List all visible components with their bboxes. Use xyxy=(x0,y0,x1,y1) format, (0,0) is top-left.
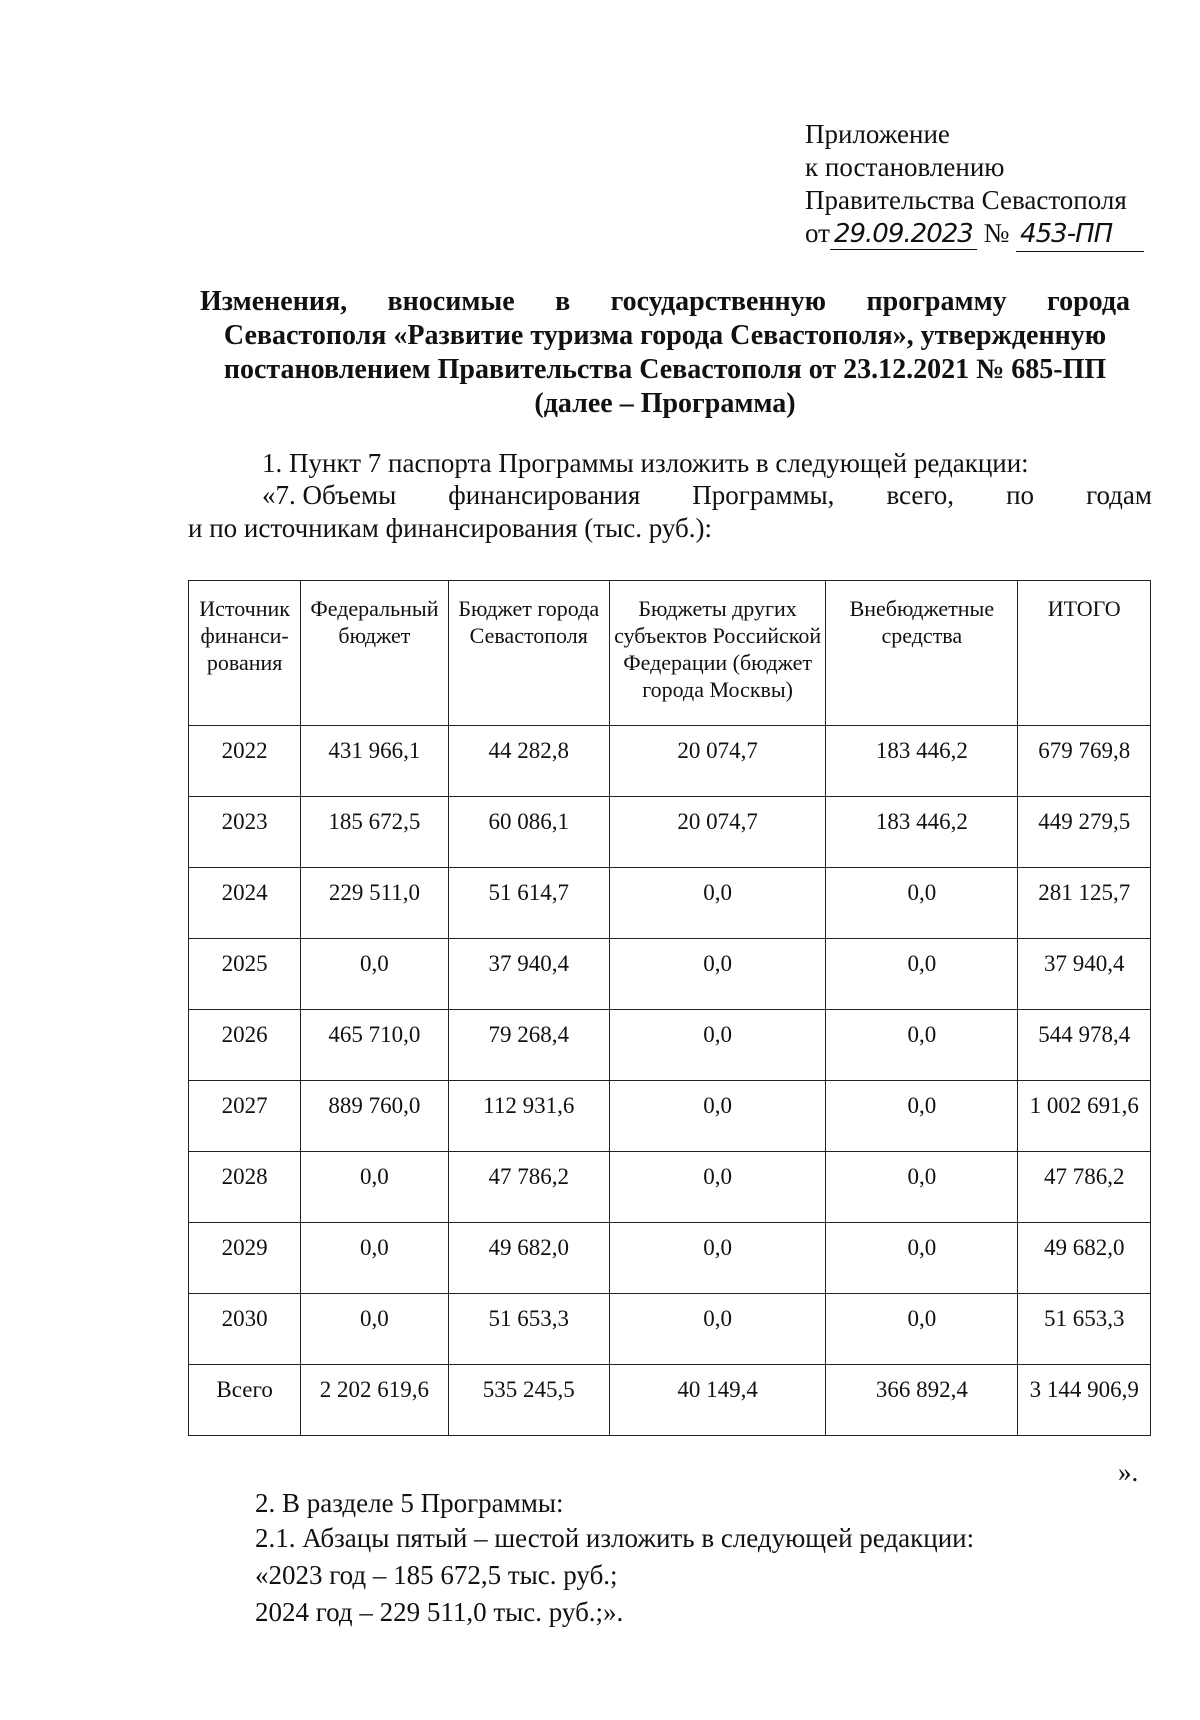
table-cell: 47 786,2 xyxy=(1018,1152,1151,1223)
table-cell: 40 149,4 xyxy=(609,1365,825,1436)
table-cell: 0,0 xyxy=(826,1081,1018,1152)
table-cell: 0,0 xyxy=(301,1152,448,1223)
appendix-line-3: Правительства Севастополя xyxy=(805,185,1127,215)
table-row xyxy=(189,1365,1151,1436)
table-cell: 183 446,2 xyxy=(826,726,1018,797)
table-cell: 679 769,8 xyxy=(1018,726,1151,797)
table-cell: 185 672,5 xyxy=(301,797,448,868)
appendix-line-2: к постановлению xyxy=(805,152,1005,182)
table-cell: 60 086,1 xyxy=(448,797,609,868)
table-cell: 2 202 619,6 xyxy=(301,1365,448,1436)
table-cell: 0,0 xyxy=(826,1010,1018,1081)
paragraph-7: 2024 год – 229 511,0 тыс. руб.;». xyxy=(255,1597,624,1627)
table-cell: 0,0 xyxy=(826,868,1018,939)
table-cell: 281 125,7 xyxy=(1018,868,1151,939)
table-cell: 2024 xyxy=(189,868,301,939)
table-cell: 112 931,6 xyxy=(448,1081,609,1152)
table-cell: 0,0 xyxy=(609,939,825,1010)
closing-quote: ». xyxy=(1118,1457,1139,1487)
number-prefix: № xyxy=(983,218,1010,248)
table-cell: 0,0 xyxy=(301,1294,448,1365)
table-cell: 3 144 906,9 xyxy=(1018,1365,1151,1436)
table-cell: 2028 xyxy=(189,1152,301,1223)
table-cell: 51 653,3 xyxy=(1018,1294,1151,1365)
table-cell: 535 245,5 xyxy=(448,1365,609,1436)
header-city-budget: Бюджет города Севастополя xyxy=(448,581,609,726)
table-cell: 2030 xyxy=(189,1294,301,1365)
table-row xyxy=(189,1223,1151,1294)
table-body xyxy=(189,726,1151,1436)
table-cell: 49 682,0 xyxy=(1018,1223,1151,1294)
table-cell: 183 446,2 xyxy=(826,797,1018,868)
table-row xyxy=(189,1081,1151,1152)
date-prefix: от xyxy=(805,218,830,248)
table-cell: 0,0 xyxy=(301,939,448,1010)
table-row xyxy=(189,1294,1151,1365)
table-cell: 2026 xyxy=(189,1010,301,1081)
table-cell: 37 940,4 xyxy=(1018,939,1151,1010)
table-cell: 431 966,1 xyxy=(301,726,448,797)
table-cell: 20 074,7 xyxy=(609,797,825,868)
table-cell: 0,0 xyxy=(826,939,1018,1010)
table-header-row xyxy=(189,581,1151,726)
table-cell: 449 279,5 xyxy=(1018,797,1151,868)
table-cell: 2027 xyxy=(189,1081,301,1152)
header-total: ИТОГО xyxy=(1018,581,1151,726)
table-cell: 0,0 xyxy=(609,1223,825,1294)
table-cell: 229 511,0 xyxy=(301,868,448,939)
table-row xyxy=(189,726,1151,797)
table-cell: 44 282,8 xyxy=(448,726,609,797)
paragraph-3: и по источникам финансирования (тыс. руб.): xyxy=(188,513,712,543)
appendix-line-1: Приложение xyxy=(805,119,950,149)
table-cell: 889 760,0 xyxy=(301,1081,448,1152)
table-cell: 0,0 xyxy=(609,1010,825,1081)
title-line-3: постановлением Правительства Севастополя от 23.12.2021 № 685-ПП xyxy=(223,354,1107,385)
table-row xyxy=(189,1152,1151,1223)
header-source: Источник финанси-рования xyxy=(189,581,301,726)
paragraph-5: 2.1. Абзацы пятый – шестой изложить в следующей редакции: xyxy=(255,1523,975,1553)
paragraph-1: 1. Пункт 7 паспорта Программы изложить в следующей редакции: xyxy=(262,448,1029,478)
table-cell: 47 786,2 xyxy=(448,1152,609,1223)
financing-table xyxy=(188,580,1151,1436)
table-cell: 51 653,3 xyxy=(448,1294,609,1365)
table-row xyxy=(189,797,1151,868)
header-extrabudgetary: Внебюджетные средства xyxy=(826,581,1018,726)
table-row xyxy=(189,868,1151,939)
table-cell: 0,0 xyxy=(609,1294,825,1365)
table-cell: 366 892,4 xyxy=(826,1365,1018,1436)
table-cell: 37 940,4 xyxy=(448,939,609,1010)
table-cell: Всего xyxy=(189,1365,301,1436)
table-cell: 544 978,4 xyxy=(1018,1010,1151,1081)
paragraph-2: «7. Объемы финансирования Программы, всего, по годам xyxy=(262,480,1152,510)
appendix-block xyxy=(805,118,1144,252)
table-cell: 79 268,4 xyxy=(448,1010,609,1081)
table-row xyxy=(189,939,1151,1010)
table-cell: 0,0 xyxy=(826,1294,1018,1365)
table-cell: 2022 xyxy=(189,726,301,797)
handwritten-date: 29.09.2023 xyxy=(830,219,977,250)
title-line-2: Севастополя «Развитие туризма города Севастополя», утвержденную xyxy=(223,320,1107,351)
title-line-1: Изменения, вносимые в государственную программу города xyxy=(200,286,1130,317)
table-cell: 51 614,7 xyxy=(448,868,609,939)
header-federal: Федеральный бюджет xyxy=(301,581,448,726)
paragraph-4: 2. В разделе 5 Программы: xyxy=(255,1488,564,1518)
table-cell: 2029 xyxy=(189,1223,301,1294)
table-cell: 0,0 xyxy=(826,1223,1018,1294)
appendix-date-line xyxy=(805,217,1144,252)
table-cell: 0,0 xyxy=(609,1152,825,1223)
title-line-4: (далее – Программа) xyxy=(534,388,796,419)
table-cell: 1 002 691,6 xyxy=(1018,1081,1151,1152)
table-row xyxy=(189,1010,1151,1081)
table-cell: 0,0 xyxy=(301,1223,448,1294)
table-cell: 465 710,0 xyxy=(301,1010,448,1081)
table-cell: 20 074,7 xyxy=(609,726,825,797)
table-cell: 49 682,0 xyxy=(448,1223,609,1294)
table-cell: 2025 xyxy=(189,939,301,1010)
paragraph-6: «2023 год – 185 672,5 тыс. руб.; xyxy=(255,1560,618,1590)
table-cell: 0,0 xyxy=(826,1152,1018,1223)
handwritten-number: 453-ПП xyxy=(1016,218,1144,252)
table-cell: 0,0 xyxy=(609,1081,825,1152)
document-title xyxy=(200,285,1130,421)
table-cell: 2023 xyxy=(189,797,301,868)
header-other-subjects: Бюджеты других субъектов Российской Федерации (бюджет города Москвы) xyxy=(609,581,825,726)
table-cell: 0,0 xyxy=(609,868,825,939)
